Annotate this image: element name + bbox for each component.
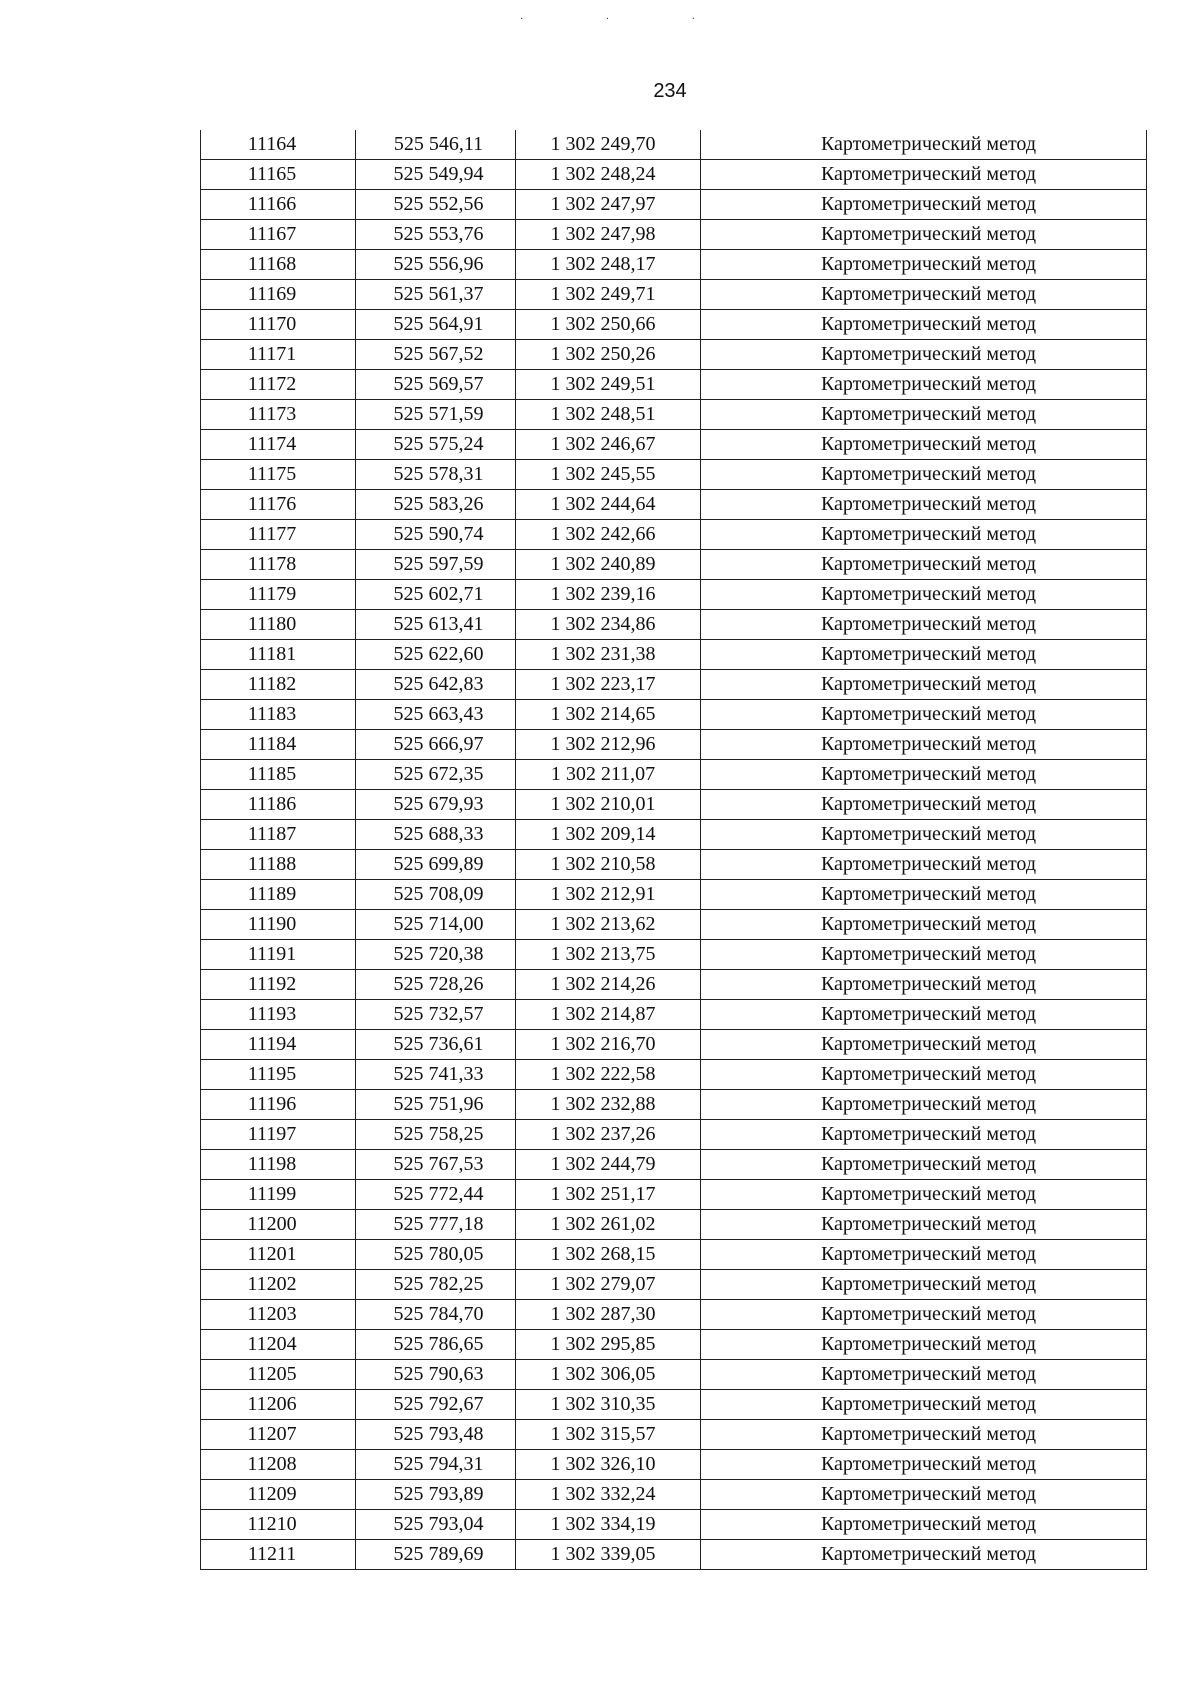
x-coordinate-cell: 525 793,89 xyxy=(356,1480,516,1510)
method-cell: Картометрический метод xyxy=(701,1000,1147,1030)
table-row xyxy=(201,1150,1147,1180)
table-row xyxy=(201,940,1147,970)
y-coordinate-cell: 1 302 213,75 xyxy=(516,940,701,970)
table-row xyxy=(201,1480,1147,1510)
x-coordinate-cell: 525 666,97 xyxy=(356,730,516,760)
x-coordinate-cell: 525 732,57 xyxy=(356,1000,516,1030)
y-coordinate-cell: 1 302 245,55 xyxy=(516,460,701,490)
table-row xyxy=(201,1390,1147,1420)
y-coordinate-cell: 1 302 239,16 xyxy=(516,580,701,610)
point-number-cell: 11190 xyxy=(201,910,356,940)
x-coordinate-cell: 525 549,94 xyxy=(356,160,516,190)
x-coordinate-cell: 525 758,25 xyxy=(356,1120,516,1150)
point-number-cell: 11205 xyxy=(201,1360,356,1390)
x-coordinate-cell: 525 613,41 xyxy=(356,610,516,640)
x-coordinate-cell: 525 575,24 xyxy=(356,430,516,460)
table-row xyxy=(201,310,1147,340)
table-row xyxy=(201,400,1147,430)
x-coordinate-cell: 525 714,00 xyxy=(356,910,516,940)
table-row xyxy=(201,1450,1147,1480)
x-coordinate-cell: 525 679,93 xyxy=(356,790,516,820)
y-coordinate-cell: 1 302 249,51 xyxy=(516,370,701,400)
method-cell: Картометрический метод xyxy=(701,550,1147,580)
x-coordinate-cell: 525 552,56 xyxy=(356,190,516,220)
x-coordinate-cell: 525 590,74 xyxy=(356,520,516,550)
x-coordinate-cell: 525 741,33 xyxy=(356,1060,516,1090)
table-row xyxy=(201,760,1147,790)
table-row xyxy=(201,790,1147,820)
table-row xyxy=(201,430,1147,460)
method-cell: Картометрический метод xyxy=(701,580,1147,610)
page-number: 234 xyxy=(653,80,687,102)
point-number-cell: 11165 xyxy=(201,160,356,190)
table-row xyxy=(201,1300,1147,1330)
y-coordinate-cell: 1 302 222,58 xyxy=(516,1060,701,1090)
point-number-cell: 11180 xyxy=(201,610,356,640)
y-coordinate-cell: 1 302 250,66 xyxy=(516,310,701,340)
table-row xyxy=(201,190,1147,220)
point-number-cell: 11193 xyxy=(201,1000,356,1030)
point-number-cell: 11208 xyxy=(201,1450,356,1480)
method-cell: Картометрический метод xyxy=(701,1420,1147,1450)
table-row xyxy=(201,1540,1147,1570)
method-cell: Картометрический метод xyxy=(701,640,1147,670)
method-cell: Картометрический метод xyxy=(701,280,1147,310)
table-row xyxy=(201,1210,1147,1240)
x-coordinate-cell: 525 602,71 xyxy=(356,580,516,610)
x-coordinate-cell: 525 642,83 xyxy=(356,670,516,700)
method-cell: Картометрический метод xyxy=(701,1540,1147,1570)
table-row xyxy=(201,580,1147,610)
y-coordinate-cell: 1 302 242,66 xyxy=(516,520,701,550)
point-number-cell: 11192 xyxy=(201,970,356,1000)
point-number-cell: 11201 xyxy=(201,1240,356,1270)
method-cell: Картометрический метод xyxy=(701,1120,1147,1150)
y-coordinate-cell: 1 302 248,51 xyxy=(516,400,701,430)
x-coordinate-cell: 525 622,60 xyxy=(356,640,516,670)
y-coordinate-cell: 1 302 210,01 xyxy=(516,790,701,820)
x-coordinate-cell: 525 793,04 xyxy=(356,1510,516,1540)
method-cell: Картометрический метод xyxy=(701,1030,1147,1060)
method-cell: Картометрический метод xyxy=(701,910,1147,940)
method-cell: Картометрический метод xyxy=(701,880,1147,910)
y-coordinate-cell: 1 302 315,57 xyxy=(516,1420,701,1450)
x-coordinate-cell: 525 561,37 xyxy=(356,280,516,310)
x-coordinate-cell: 525 792,67 xyxy=(356,1390,516,1420)
y-coordinate-cell: 1 302 249,71 xyxy=(516,280,701,310)
table-row xyxy=(201,220,1147,250)
x-coordinate-cell: 525 782,25 xyxy=(356,1270,516,1300)
y-coordinate-cell: 1 302 212,91 xyxy=(516,880,701,910)
table-row xyxy=(201,700,1147,730)
method-cell: Картометрический метод xyxy=(701,1390,1147,1420)
y-coordinate-cell: 1 302 223,17 xyxy=(516,670,701,700)
method-cell: Картометрический метод xyxy=(701,1210,1147,1240)
x-coordinate-cell: 525 780,05 xyxy=(356,1240,516,1270)
point-number-cell: 11169 xyxy=(201,280,356,310)
table-row xyxy=(201,160,1147,190)
y-coordinate-cell: 1 302 279,07 xyxy=(516,1270,701,1300)
point-number-cell: 11164 xyxy=(201,130,356,160)
table-row xyxy=(201,460,1147,490)
table-row xyxy=(201,910,1147,940)
method-cell: Картометрический метод xyxy=(701,160,1147,190)
y-coordinate-cell: 1 302 231,38 xyxy=(516,640,701,670)
x-coordinate-cell: 525 663,43 xyxy=(356,700,516,730)
table-row xyxy=(201,1180,1147,1210)
table-row xyxy=(201,280,1147,310)
method-cell: Картометрический метод xyxy=(701,340,1147,370)
method-cell: Картометрический метод xyxy=(701,610,1147,640)
point-number-cell: 11199 xyxy=(201,1180,356,1210)
point-number-cell: 11175 xyxy=(201,460,356,490)
method-cell: Картометрический метод xyxy=(701,1480,1147,1510)
method-cell: Картометрический метод xyxy=(701,1240,1147,1270)
method-cell: Картометрический метод xyxy=(701,520,1147,550)
point-number-cell: 11183 xyxy=(201,700,356,730)
x-coordinate-cell: 525 553,76 xyxy=(356,220,516,250)
method-cell: Картометрический метод xyxy=(701,700,1147,730)
y-coordinate-cell: 1 302 268,15 xyxy=(516,1240,701,1270)
method-cell: Картометрический метод xyxy=(701,670,1147,700)
x-coordinate-cell: 525 720,38 xyxy=(356,940,516,970)
x-coordinate-cell: 525 688,33 xyxy=(356,820,516,850)
y-coordinate-cell: 1 302 234,86 xyxy=(516,610,701,640)
y-coordinate-cell: 1 302 248,24 xyxy=(516,160,701,190)
y-coordinate-cell: 1 302 214,87 xyxy=(516,1000,701,1030)
point-number-cell: 11209 xyxy=(201,1480,356,1510)
method-cell: Картометрический метод xyxy=(701,490,1147,520)
x-coordinate-cell: 525 583,26 xyxy=(356,490,516,520)
y-coordinate-cell: 1 302 261,02 xyxy=(516,1210,701,1240)
x-coordinate-cell: 525 569,57 xyxy=(356,370,516,400)
x-coordinate-cell: 525 777,18 xyxy=(356,1210,516,1240)
y-coordinate-cell: 1 302 232,88 xyxy=(516,1090,701,1120)
point-number-cell: 11196 xyxy=(201,1090,356,1120)
y-coordinate-cell: 1 302 251,17 xyxy=(516,1180,701,1210)
x-coordinate-cell: 525 708,09 xyxy=(356,880,516,910)
y-coordinate-cell: 1 302 326,10 xyxy=(516,1450,701,1480)
point-number-cell: 11181 xyxy=(201,640,356,670)
method-cell: Картометрический метод xyxy=(701,820,1147,850)
point-number-cell: 11194 xyxy=(201,1030,356,1060)
y-coordinate-cell: 1 302 237,26 xyxy=(516,1120,701,1150)
y-coordinate-cell: 1 302 240,89 xyxy=(516,550,701,580)
coordinates-table xyxy=(200,130,1147,1570)
y-coordinate-cell: 1 302 248,17 xyxy=(516,250,701,280)
method-cell: Картометрический метод xyxy=(701,1150,1147,1180)
y-coordinate-cell: 1 302 287,30 xyxy=(516,1300,701,1330)
x-coordinate-cell: 525 564,91 xyxy=(356,310,516,340)
method-cell: Картометрический метод xyxy=(701,430,1147,460)
point-number-cell: 11179 xyxy=(201,580,356,610)
x-coordinate-cell: 525 672,35 xyxy=(356,760,516,790)
method-cell: Картометрический метод xyxy=(701,1360,1147,1390)
method-cell: Картометрический метод xyxy=(701,1060,1147,1090)
point-number-cell: 11182 xyxy=(201,670,356,700)
x-coordinate-cell: 525 789,69 xyxy=(356,1540,516,1570)
y-coordinate-cell: 1 302 213,62 xyxy=(516,910,701,940)
method-cell: Картометрический метод xyxy=(701,130,1147,160)
point-number-cell: 11184 xyxy=(201,730,356,760)
point-number-cell: 11176 xyxy=(201,490,356,520)
coordinates-table-body xyxy=(201,130,1147,1570)
table-row xyxy=(201,1420,1147,1450)
y-coordinate-cell: 1 302 211,07 xyxy=(516,760,701,790)
point-number-cell: 11207 xyxy=(201,1420,356,1450)
y-coordinate-cell: 1 302 339,05 xyxy=(516,1540,701,1570)
table-row xyxy=(201,1240,1147,1270)
point-number-cell: 11167 xyxy=(201,220,356,250)
point-number-cell: 11202 xyxy=(201,1270,356,1300)
table-row xyxy=(201,1090,1147,1120)
x-coordinate-cell: 525 567,52 xyxy=(356,340,516,370)
x-coordinate-cell: 525 546,11 xyxy=(356,130,516,160)
point-number-cell: 11198 xyxy=(201,1150,356,1180)
table-row xyxy=(201,610,1147,640)
table-row xyxy=(201,820,1147,850)
table-row xyxy=(201,1360,1147,1390)
point-number-cell: 11185 xyxy=(201,760,356,790)
point-number-cell: 11195 xyxy=(201,1060,356,1090)
method-cell: Картометрический метод xyxy=(701,220,1147,250)
y-coordinate-cell: 1 302 332,24 xyxy=(516,1480,701,1510)
method-cell: Картометрический метод xyxy=(701,1300,1147,1330)
table-row xyxy=(201,1270,1147,1300)
table-row xyxy=(201,1030,1147,1060)
point-number-cell: 11211 xyxy=(201,1540,356,1570)
x-coordinate-cell: 525 578,31 xyxy=(356,460,516,490)
x-coordinate-cell: 525 571,59 xyxy=(356,400,516,430)
y-coordinate-cell: 1 302 214,26 xyxy=(516,970,701,1000)
y-coordinate-cell: 1 302 295,85 xyxy=(516,1330,701,1360)
method-cell: Картометрический метод xyxy=(701,790,1147,820)
point-number-cell: 11170 xyxy=(201,310,356,340)
table-row xyxy=(201,340,1147,370)
y-coordinate-cell: 1 302 214,65 xyxy=(516,700,701,730)
method-cell: Картометрический метод xyxy=(701,400,1147,430)
point-number-cell: 11172 xyxy=(201,370,356,400)
method-cell: Картометрический метод xyxy=(701,1450,1147,1480)
table-row xyxy=(201,880,1147,910)
x-coordinate-cell: 525 728,26 xyxy=(356,970,516,1000)
point-number-cell: 11191 xyxy=(201,940,356,970)
method-cell: Картометрический метод xyxy=(701,310,1147,340)
point-number-cell: 11168 xyxy=(201,250,356,280)
point-number-cell: 11197 xyxy=(201,1120,356,1150)
x-coordinate-cell: 525 793,48 xyxy=(356,1420,516,1450)
table-row xyxy=(201,640,1147,670)
method-cell: Картометрический метод xyxy=(701,250,1147,280)
x-coordinate-cell: 525 784,70 xyxy=(356,1300,516,1330)
y-coordinate-cell: 1 302 244,64 xyxy=(516,490,701,520)
table-row xyxy=(201,1120,1147,1150)
x-coordinate-cell: 525 767,53 xyxy=(356,1150,516,1180)
method-cell: Картометрический метод xyxy=(701,460,1147,490)
method-cell: Картометрический метод xyxy=(701,970,1147,1000)
point-number-cell: 11204 xyxy=(201,1330,356,1360)
table-row xyxy=(201,130,1147,160)
table-row xyxy=(201,1060,1147,1090)
y-coordinate-cell: 1 302 209,14 xyxy=(516,820,701,850)
point-number-cell: 11189 xyxy=(201,880,356,910)
method-cell: Картометрический метод xyxy=(701,1330,1147,1360)
y-coordinate-cell: 1 302 247,98 xyxy=(516,220,701,250)
table-row xyxy=(201,520,1147,550)
table-row xyxy=(201,370,1147,400)
x-coordinate-cell: 525 786,65 xyxy=(356,1330,516,1360)
point-number-cell: 11173 xyxy=(201,400,356,430)
y-coordinate-cell: 1 302 306,05 xyxy=(516,1360,701,1390)
y-coordinate-cell: 1 302 244,79 xyxy=(516,1150,701,1180)
point-number-cell: 11178 xyxy=(201,550,356,580)
x-coordinate-cell: 525 699,89 xyxy=(356,850,516,880)
method-cell: Картометрический метод xyxy=(701,940,1147,970)
table-row xyxy=(201,970,1147,1000)
scan-specks: · · · xyxy=(520,14,735,25)
point-number-cell: 11177 xyxy=(201,520,356,550)
x-coordinate-cell: 525 597,59 xyxy=(356,550,516,580)
table-row xyxy=(201,250,1147,280)
method-cell: Картометрический метод xyxy=(701,1090,1147,1120)
table-row xyxy=(201,730,1147,760)
x-coordinate-cell: 525 556,96 xyxy=(356,250,516,280)
table-row xyxy=(201,850,1147,880)
point-number-cell: 11210 xyxy=(201,1510,356,1540)
table-row xyxy=(201,490,1147,520)
point-number-cell: 11166 xyxy=(201,190,356,220)
y-coordinate-cell: 1 302 310,35 xyxy=(516,1390,701,1420)
table-row xyxy=(201,670,1147,700)
point-number-cell: 11187 xyxy=(201,820,356,850)
point-number-cell: 11203 xyxy=(201,1300,356,1330)
y-coordinate-cell: 1 302 250,26 xyxy=(516,340,701,370)
method-cell: Картометрический метод xyxy=(701,1180,1147,1210)
x-coordinate-cell: 525 790,63 xyxy=(356,1360,516,1390)
y-coordinate-cell: 1 302 216,70 xyxy=(516,1030,701,1060)
method-cell: Картометрический метод xyxy=(701,1510,1147,1540)
table-row xyxy=(201,1000,1147,1030)
method-cell: Картометрический метод xyxy=(701,370,1147,400)
point-number-cell: 11188 xyxy=(201,850,356,880)
point-number-cell: 11171 xyxy=(201,340,356,370)
y-coordinate-cell: 1 302 334,19 xyxy=(516,1510,701,1540)
method-cell: Картометрический метод xyxy=(701,730,1147,760)
y-coordinate-cell: 1 302 210,58 xyxy=(516,850,701,880)
x-coordinate-cell: 525 794,31 xyxy=(356,1450,516,1480)
y-coordinate-cell: 1 302 212,96 xyxy=(516,730,701,760)
method-cell: Картометрический метод xyxy=(701,190,1147,220)
method-cell: Картометрический метод xyxy=(701,850,1147,880)
table-row xyxy=(201,1510,1147,1540)
point-number-cell: 11174 xyxy=(201,430,356,460)
table-row xyxy=(201,1330,1147,1360)
y-coordinate-cell: 1 302 249,70 xyxy=(516,130,701,160)
point-number-cell: 11186 xyxy=(201,790,356,820)
y-coordinate-cell: 1 302 246,67 xyxy=(516,430,701,460)
method-cell: Картометрический метод xyxy=(701,1270,1147,1300)
x-coordinate-cell: 525 772,44 xyxy=(356,1180,516,1210)
point-number-cell: 11200 xyxy=(201,1210,356,1240)
method-cell: Картометрический метод xyxy=(701,760,1147,790)
point-number-cell: 11206 xyxy=(201,1390,356,1420)
x-coordinate-cell: 525 736,61 xyxy=(356,1030,516,1060)
x-coordinate-cell: 525 751,96 xyxy=(356,1090,516,1120)
y-coordinate-cell: 1 302 247,97 xyxy=(516,190,701,220)
table-row xyxy=(201,550,1147,580)
